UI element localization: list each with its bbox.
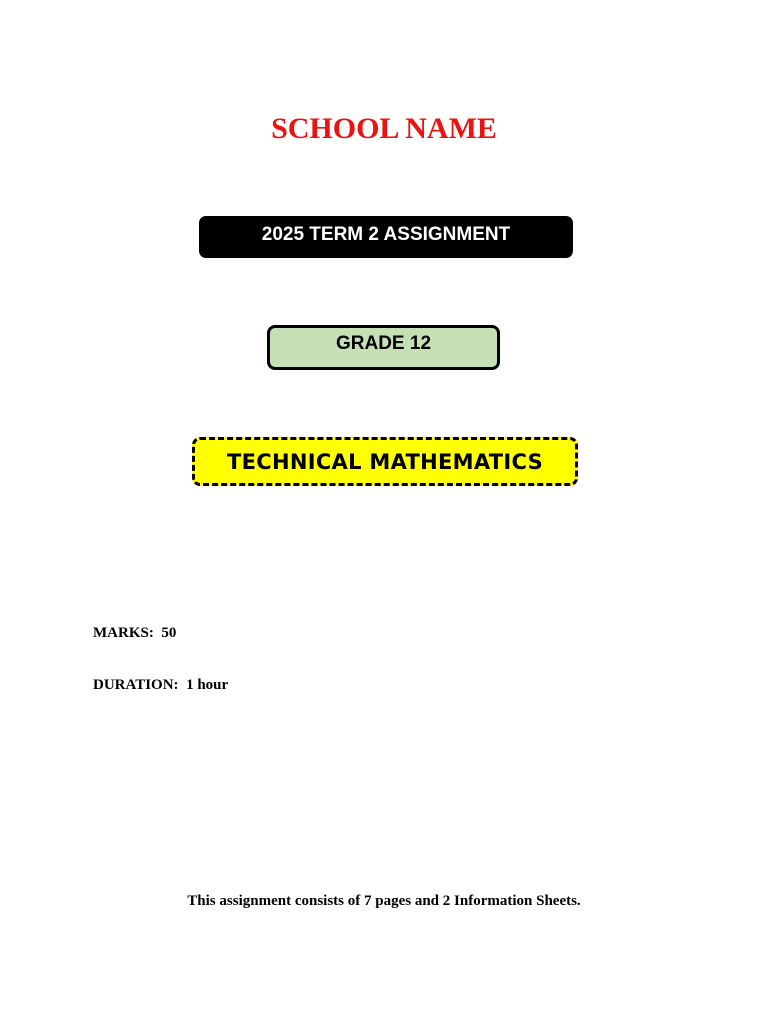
grade-label: GRADE 12 (335, 333, 432, 354)
marks-label: MARKS: (93, 625, 154, 641)
grade-box (267, 325, 500, 370)
duration-value: 1 hour (186, 677, 229, 693)
pages-note: This assignment consists of 7 pages and 2 Information Sheets. (187, 893, 581, 909)
marks-value: 50 (161, 625, 177, 641)
duration-label: DURATION: (93, 677, 179, 693)
duration-line (93, 677, 228, 694)
subject-box (192, 437, 578, 486)
subject-label: TECHNICAL MATHEMATICS (226, 449, 544, 474)
school-name-heading: SCHOOL NAME (271, 112, 497, 145)
marks-line (93, 625, 176, 642)
term-assignment-banner (199, 216, 573, 258)
term-assignment-label: 2025 TERM 2 ASSIGNMENT (261, 224, 511, 245)
